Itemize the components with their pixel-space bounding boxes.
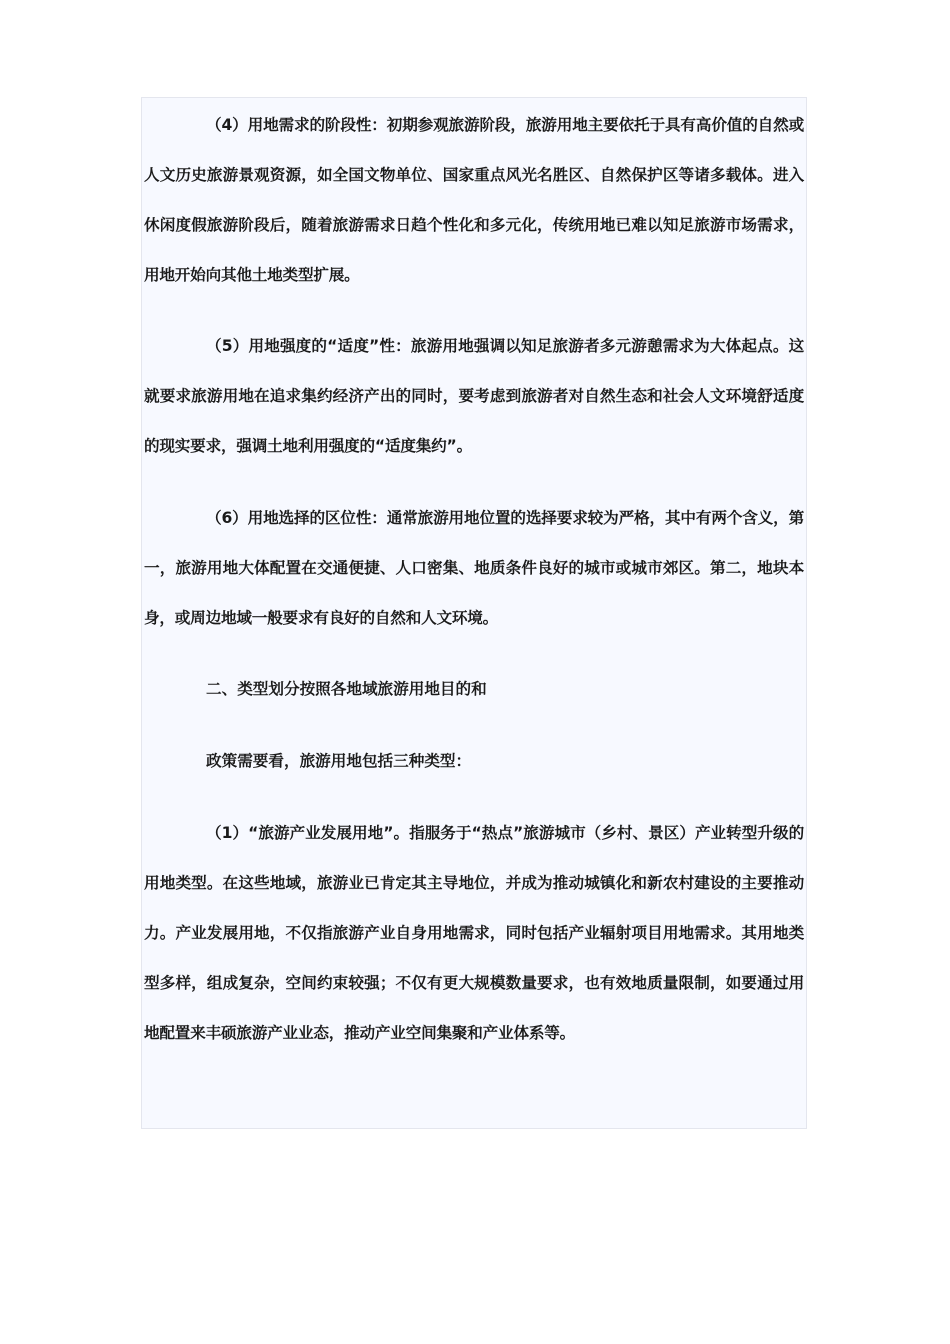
paragraph-land-location: （6）用地选择的区位性：通常旅游用地位置的选择要求较为严格，其中有两个含义，第一，旅游用地大体配置在交通便捷、人口密集、地质条件良好的城市或城市郊区。第二，地块本身，或周边地域一般要求有良好的自然和人文环境。 xyxy=(144,509,804,627)
section-intro: 政策需要看，旅游用地包括三种类型： xyxy=(206,752,472,770)
document-content-box xyxy=(141,97,807,1129)
paragraph-land-intensity: （5）用地强度的“适度”性：旅游用地强调以知足旅游者多元游憩需求为大体起点。这就要求旅游用地在追求集约经济产出的同时，要考虑到旅游者对自然生态和社会人文环境舒适度的现实要求，强调土地利用强度的“适度集约”。 xyxy=(144,337,804,455)
paragraph-land-demand-stage: （4）用地需求的阶段性：初期参观旅游阶段，旅游用地主要依托于具有高价值的自然或人文历史旅游景观资源，如全国文物单位、国家重点风光名胜区、自然保护区等诸多载体。进入休闲度假旅游阶段后，随着旅游需求日趋个性化和多元化，传统用地已难以知足旅游市场需求，用地开始向其他土地类型扩展。 xyxy=(144,116,804,284)
section-heading: 二、类型划分按照各地域旅游用地目的和 xyxy=(206,680,487,698)
paragraph-tourism-industry-land: （1）“旅游产业发展用地”。指服务于“热点”旅游城市（乡村、景区）产业转型升级的用地类型。在这些地域，旅游业已肯定其主导地位，并成为推动城镇化和新农村建设的主要推动力。产业发展用地，不仅指旅游产业自身用地需求，同时包括产业辐射项目用地需求。其用地类型多样，组成复杂，空间约束较强；不仅有更大规模数量要求，也有效地质量限制，如要通过用地配置来丰硕旅游产业业态，推动产业空间集聚和产业体系等。 xyxy=(144,824,804,1042)
